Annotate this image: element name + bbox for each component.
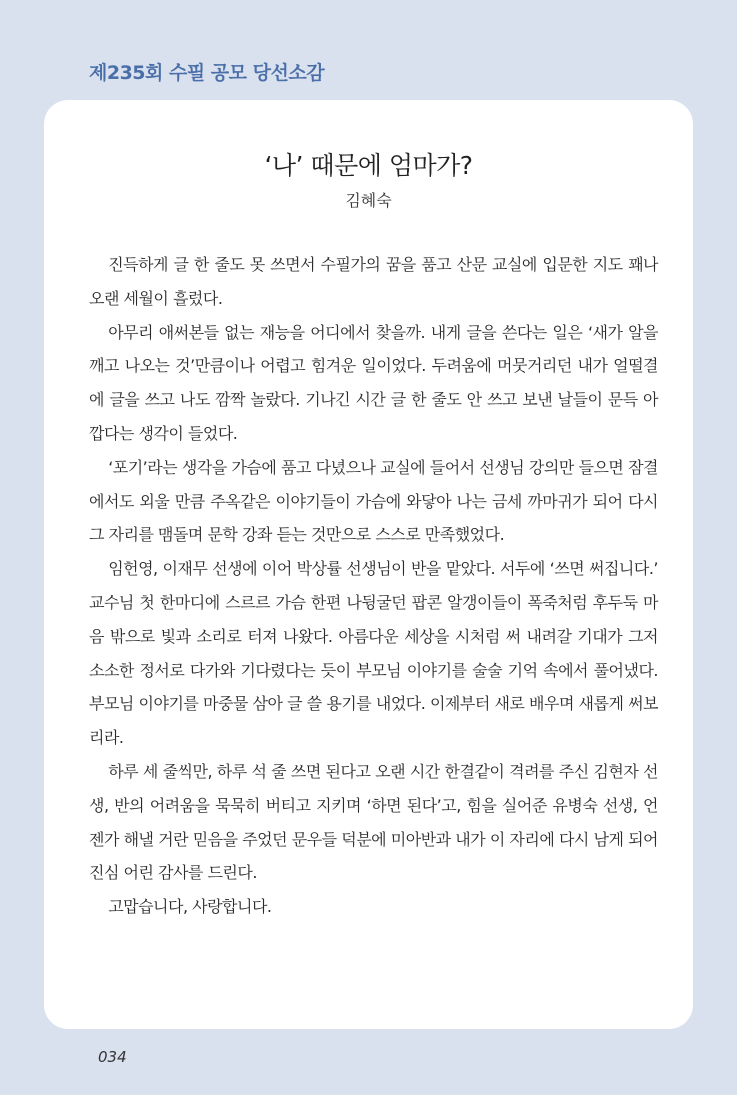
paragraph: 진득하게 글 한 줄도 못 쓰면서 수필가의 꿈을 품고 산문 교실에 입문한 지도 꽤나 오랜 세월이 흘렀다. <box>89 255 658 308</box>
paragraph: 임헌영, 이재무 선생에 이어 박상률 선생님이 반을 맡았다. 서두에 ‘쓰면 써집니다.’ 교수님 첫 한마디에 스르르 가슴 한편 나뒹굴던 팝콘 알갱이들이 폭죽처럼 후두둑 마음 밖으로 빛과 소리로 터져 나왔다. 아름다운 세상을 시처럼 써 내려갈 기대가 그저 소소한 정서로 다가와 기다렸다는 듯이 부모님 이야기를 술술 기억 속에서 풀어냈다. 부모님 이야기를 마중물 삼아 글 쓸 용기를 내었다. 이제부터 새로 배우며 새롭게 써보리라. <box>89 559 658 748</box>
article-title: ‘나’ 때문에 엄마가? <box>264 151 473 180</box>
article-body <box>89 248 658 924</box>
paragraph: 아무리 애써본들 없는 재능을 어디에서 찾을까. 내게 글을 쓴다는 일은 ‘새가 알을 깨고 나오는 것’만큼이나 어렵고 힘겨운 일이었다. 두려움에 머뭇거리던 내가 얼떨결에 글을 쓰고 나도 깜짝 놀랐다. 기나긴 시간 글 한 줄도 안 쓰고 보낸 날들이 문득 아깝다는 생각이 들었다. <box>89 322 658 443</box>
article-author: 김혜숙 <box>345 191 392 210</box>
paragraph: 하루 세 줄씩만, 하루 석 줄 쓰면 된다고 오랜 시간 한결같이 격려를 주신 김현자 선생, 반의 어려움을 묵묵히 버티고 지키며 ‘하면 된다’고, 힘을 실어준 유병숙 선생, 언젠가 해낼 거란 믿음을 주었던 문우들 덕분에 미아반과 내가 이 자리에 다시 남게 되어 진심 어린 감사를 드린다. <box>89 761 658 883</box>
section-header: 제235회 수필 공모 당선소감 <box>89 62 325 84</box>
paragraph: ‘포기’라는 생각을 가슴에 품고 다녔으나 교실에 들어서 선생님 강의만 들으면 잠결에서도 외울 만큼 주옥같은 이야기들이 가슴에 와닿아 나는 금세 까마귀가 되어 다시 그 자리를 맴돌며 문학 강좌 듣는 것만으로 스스로 만족했었다. <box>89 457 658 545</box>
page-number: 034 <box>98 1048 127 1066</box>
content-card <box>44 100 693 1029</box>
paragraph: 고맙습니다, 사랑합니다. <box>108 897 272 917</box>
